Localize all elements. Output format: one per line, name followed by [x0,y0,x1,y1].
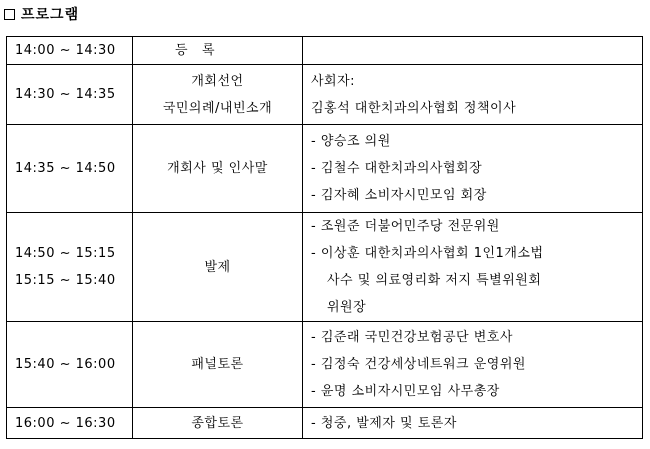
table-row [7,37,643,65]
item-cell [133,65,303,125]
detail-line: 사수 및 의료영리화 저지 특별위원회 [327,273,542,288]
detail-cell [303,408,643,439]
detail-line: - 청중, 발제자 및 토론자 [311,415,457,431]
detail-line: - 양승조 의원 [311,134,391,149]
time-cell [7,65,133,125]
detail-line: - 김준래 국민건강보험공단 변호사 [311,330,513,345]
program-table [6,36,643,439]
item-text: 발제 [204,259,231,275]
item-text: 패널토론 [191,357,244,372]
item-text: 국민의례/내빈소개 [162,100,273,116]
item-text: 개회선언 [191,73,244,89]
detail-cell [303,65,643,125]
detail-line: - 윤명 소비자시민모임 사무총장 [311,384,500,399]
item-cell [133,37,303,65]
section-title: 프로그램 [21,7,80,23]
time-cell [7,37,133,65]
table-row [7,65,643,125]
time-cell [7,322,133,408]
detail-cell [303,213,643,322]
detail-cell [303,37,643,65]
time-text: 15:40 ~ 16:00 [15,357,116,372]
item-text: 등 록 [175,43,216,58]
time-text: 15:15 ~ 15:40 [15,273,116,288]
detail-line: - 조원준 더불어민주당 전문위원 [311,219,500,234]
table-row [7,125,643,213]
item-text: 종합토론 [191,415,244,431]
detail-line: 김홍석 대한치과의사협회 정책이사 [311,100,517,116]
item-cell [133,213,303,322]
time-cell [7,408,133,439]
item-text: 개회사 및 인사말 [167,161,268,176]
time-text: 14:50 ~ 15:15 [15,246,116,261]
time-cell [7,213,133,322]
table-row [7,408,643,439]
table-row [7,322,643,408]
detail-line: 위원장 [327,300,367,315]
time-text: 14:35 ~ 14:50 [15,161,116,176]
detail-line: 사회자: [311,73,356,89]
time-text: 16:00 ~ 16:30 [15,415,116,431]
square-bullet-icon [4,9,15,20]
time-text: 14:00 ~ 14:30 [15,43,116,58]
item-cell [133,408,303,439]
detail-cell [303,125,643,213]
section-heading [4,3,79,25]
table-row [7,213,643,322]
item-cell [133,322,303,408]
time-text: 14:30 ~ 14:35 [15,87,116,102]
detail-line: - 김자혜 소비자시민모임 회장 [311,188,487,203]
time-cell [7,125,133,213]
item-cell [133,125,303,213]
detail-cell [303,322,643,408]
detail-line: - 김철수 대한치과의사협회장 [311,161,483,176]
detail-line: - 김정숙 건강세상네트워크 운영위원 [311,357,526,372]
detail-line: - 이상훈 대한치과의사협회 1인1개소법 [311,246,544,261]
